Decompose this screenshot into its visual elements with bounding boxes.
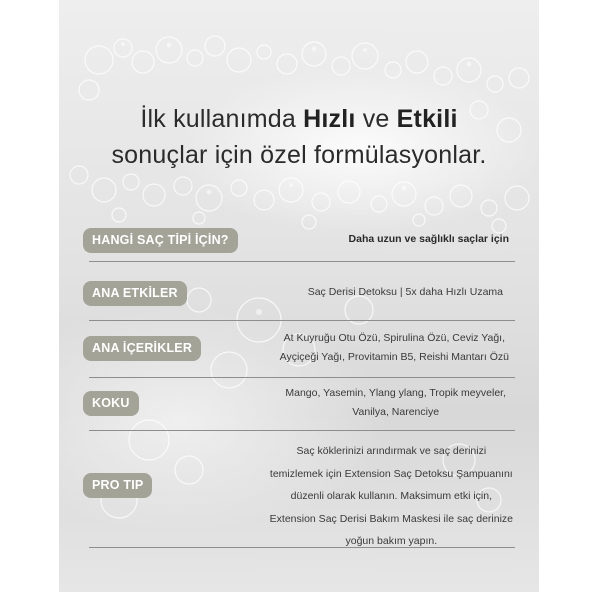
value-pro-tip (270, 440, 513, 553)
value-scent (285, 384, 506, 422)
divider (89, 377, 515, 378)
divider (89, 261, 515, 262)
divider (89, 320, 515, 321)
value-line: Extension Saç Derisi Bakım Maskesi ile saç derinize (269, 512, 513, 525)
value-line: Mango, Yasemin, Ylang ylang, Tropik meyveler, (285, 387, 506, 399)
value-line: Vanilya, Narenciye (352, 406, 440, 418)
value-line: temizlemek için Extension Saç Detoksu Şampuanını (269, 467, 513, 480)
divider (89, 547, 515, 548)
divider (89, 430, 515, 431)
label-main-effects: ANA ETKİLER (83, 281, 187, 306)
value-line: At Kuyruğu Otu Özü, Spirulina Özü, Ceviz Yağı, (283, 332, 506, 344)
value-line: Daha uzun ve sağlıklı saçlar için (348, 233, 509, 245)
headline-prefix: İlk kullanımda (140, 105, 304, 133)
value-main-effects (308, 283, 503, 302)
label-scent: KOKU (83, 391, 139, 416)
label-pro-tip: PRO TIP (83, 473, 152, 498)
label-hair-type: HANGİ SAÇ TİPİ İÇİN? (83, 228, 238, 253)
label-main-ingredients: ANA İÇERİKLER (83, 336, 201, 361)
value-line: düzenli olarak kullanın. Maksimum etki için, (290, 490, 492, 502)
headline-line-2: sonuçlar için özel formülasyonlar. (111, 141, 487, 169)
value-hair-type (349, 230, 509, 249)
product-info-card (59, 0, 539, 592)
value-line: Saç Derisi Detoksu | 5x daha Hızlı Uzama (307, 286, 503, 298)
headline-mid: ve (355, 105, 397, 133)
headline-line-1 (59, 101, 539, 137)
value-line: Ayçiçeği Yağı, Provitamin B5, Reishi Mantarı Özü (279, 351, 509, 363)
headline-bold-fast: Hızlı (303, 105, 356, 133)
value-main-ingredients (280, 329, 509, 367)
value-line: Saç köklerinizi arındırmak ve saç derinizi (296, 445, 487, 457)
headline-bold-effective: Etkili (396, 105, 458, 133)
value-line: yoğun bakım yapın. (345, 535, 438, 547)
